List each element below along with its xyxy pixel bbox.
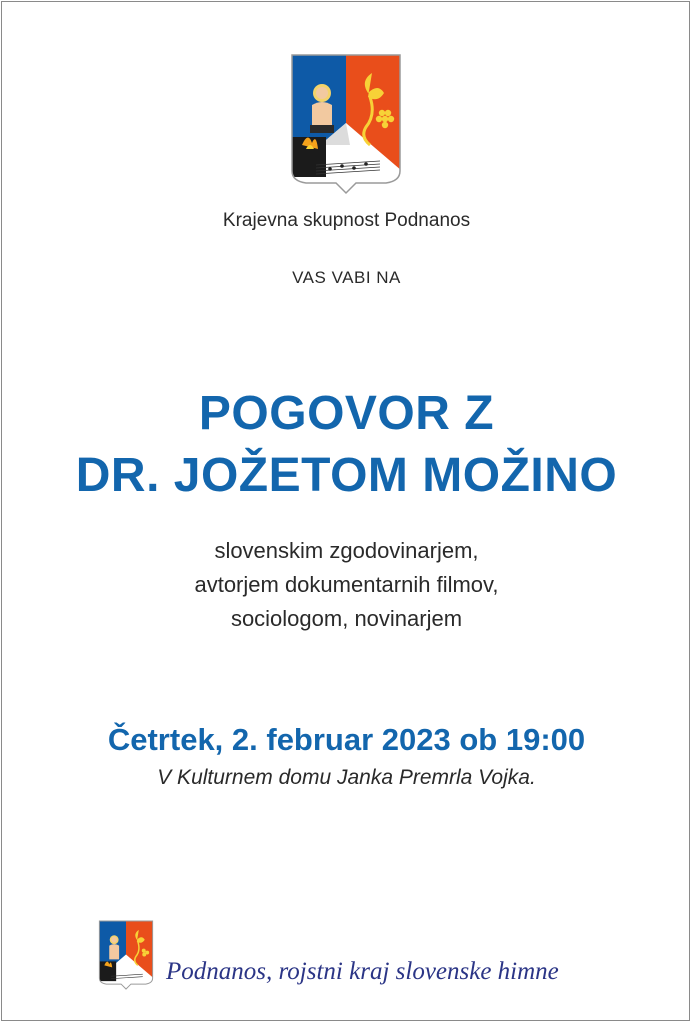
description-line-3: sociologom, novinarjem (230, 606, 463, 631)
invitation-text: VAS VABI NA (292, 268, 401, 287)
coat-of-arms-logo (290, 53, 402, 195)
coat-of-arms-small-logo (98, 920, 154, 990)
footer-slogan: Podnanos, rojstni kraj slovenske himne (166, 958, 559, 985)
description-line-2: avtorjem dokumentarnih filmov, (194, 572, 499, 597)
event-venue: V Kulturnem domu Janka Premrla Vojka. (157, 766, 536, 789)
organization-name: Krajevna skupnost Podnanos (222, 210, 471, 231)
event-title-line-1: POGOVOR Z (198, 387, 495, 440)
event-datetime: Četrtek, 2. februar 2023 ob 19:00 (107, 722, 586, 757)
event-title-line-2: DR. JOŽETOM MOŽINO (75, 449, 618, 502)
description-line-1: slovenskim zgodovinarjem, (214, 538, 479, 563)
